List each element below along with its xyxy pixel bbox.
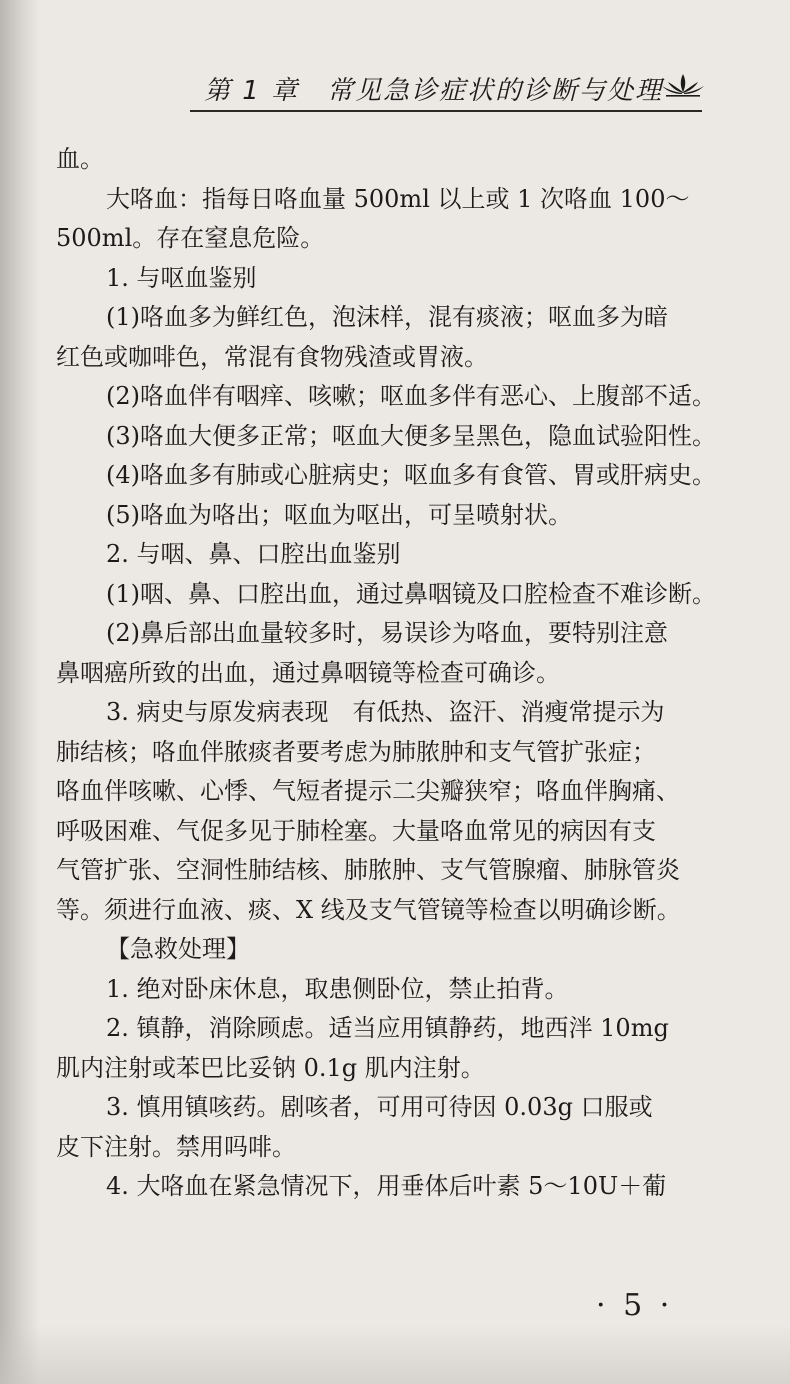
text-line: 3. 病史与原发病表现 有低热、盗汗、消瘦常提示为 [106,698,665,726]
text-line: 4. 大咯血在紧急情况下，用垂体后叶素 5～10U＋葡 [106,1172,667,1200]
text-line: 血。 [56,145,104,173]
text-line: 皮下注射。禁用吗啡。 [56,1132,296,1161]
chapter-title: 第 1 章 常见急诊症状的诊断与处理 [204,76,664,106]
running-header [190,66,710,106]
text-line: 肌内注射或苯巴比妥钠 0.1g 肌内注射。 [56,1053,485,1082]
text-line: 【急救处理】 [106,935,250,963]
body-text [56,140,716,1207]
text-line: 红色或咖啡色，常混有食物残渣或胃液。 [56,342,488,371]
text-line: (2)咯血伴有咽痒、咳嗽；呕血多伴有恶心、上腹部不适。 [106,382,716,410]
text-line: 1. 绝对卧床休息，取患侧卧位，禁止拍背。 [106,974,569,1003]
text-line: 3. 慎用镇咳药。剧咳者，可用可待因 0.03g 口服或 [106,1093,653,1121]
text-line: (4)咯血多有肺或心脏病史；呕血多有食管、胃或肝病史。 [106,461,716,489]
text-line: 2. 镇静，消除顾虑。适当应用镇静药，地西泮 10mg [106,1014,669,1042]
text-line: (5)咯血为咯出；呕血为呕出，可呈喷射状。 [106,500,572,529]
text-line: 咯血伴咳嗽、心悸、气短者提示二尖瓣狭窄；咯血伴胸痛、 [56,777,680,805]
text-line: 等。须进行血液、痰、X 线及支气管镜等检查以明确诊断。 [56,895,681,924]
text-line: 1. 与呕血鉴别 [106,263,257,292]
text-line: 呼吸困难、气促多见于肺栓塞。大量咯血常见的病因有支 [56,816,656,845]
text-line: (1)咯血多为鲜红色，泡沫样，混有痰液；呕血多为暗 [106,303,668,331]
text-line: (1)咽、鼻、口腔出血，通过鼻咽镜及口腔检查不难诊断。 [106,579,716,608]
page-gutter-shadow [0,0,40,1384]
text-line: 500ml。存在窒息危险。 [56,224,325,252]
header-rule [190,110,702,112]
text-line: (2)鼻后部出血量较多时，易误诊为咯血，要特别注意 [106,619,668,647]
page-number: · 5 · [596,1288,674,1323]
text-line: (3)咯血大便多正常；呕血大便多呈黑色，隐血试验阳性。 [106,421,716,450]
text-line: 鼻咽癌所致的出血，通过鼻咽镜等检查可确诊。 [56,658,560,687]
text-line: 气管扩张、空洞性肺结核、肺脓肿、支气管腺瘤、肺脉管炎 [56,856,680,884]
text-line: 肺结核；咯血伴脓痰者要考虑为肺脓肿和支气管扩张症； [56,737,656,766]
text-line: 大咯血：指每日咯血量 500ml 以上或 1 次咯血 100～ [106,184,690,213]
page-bottom-shadow [0,1324,790,1384]
text-line: 2. 与咽、鼻、口腔出血鉴别 [106,540,401,568]
lotus-ornament-icon [660,72,706,98]
